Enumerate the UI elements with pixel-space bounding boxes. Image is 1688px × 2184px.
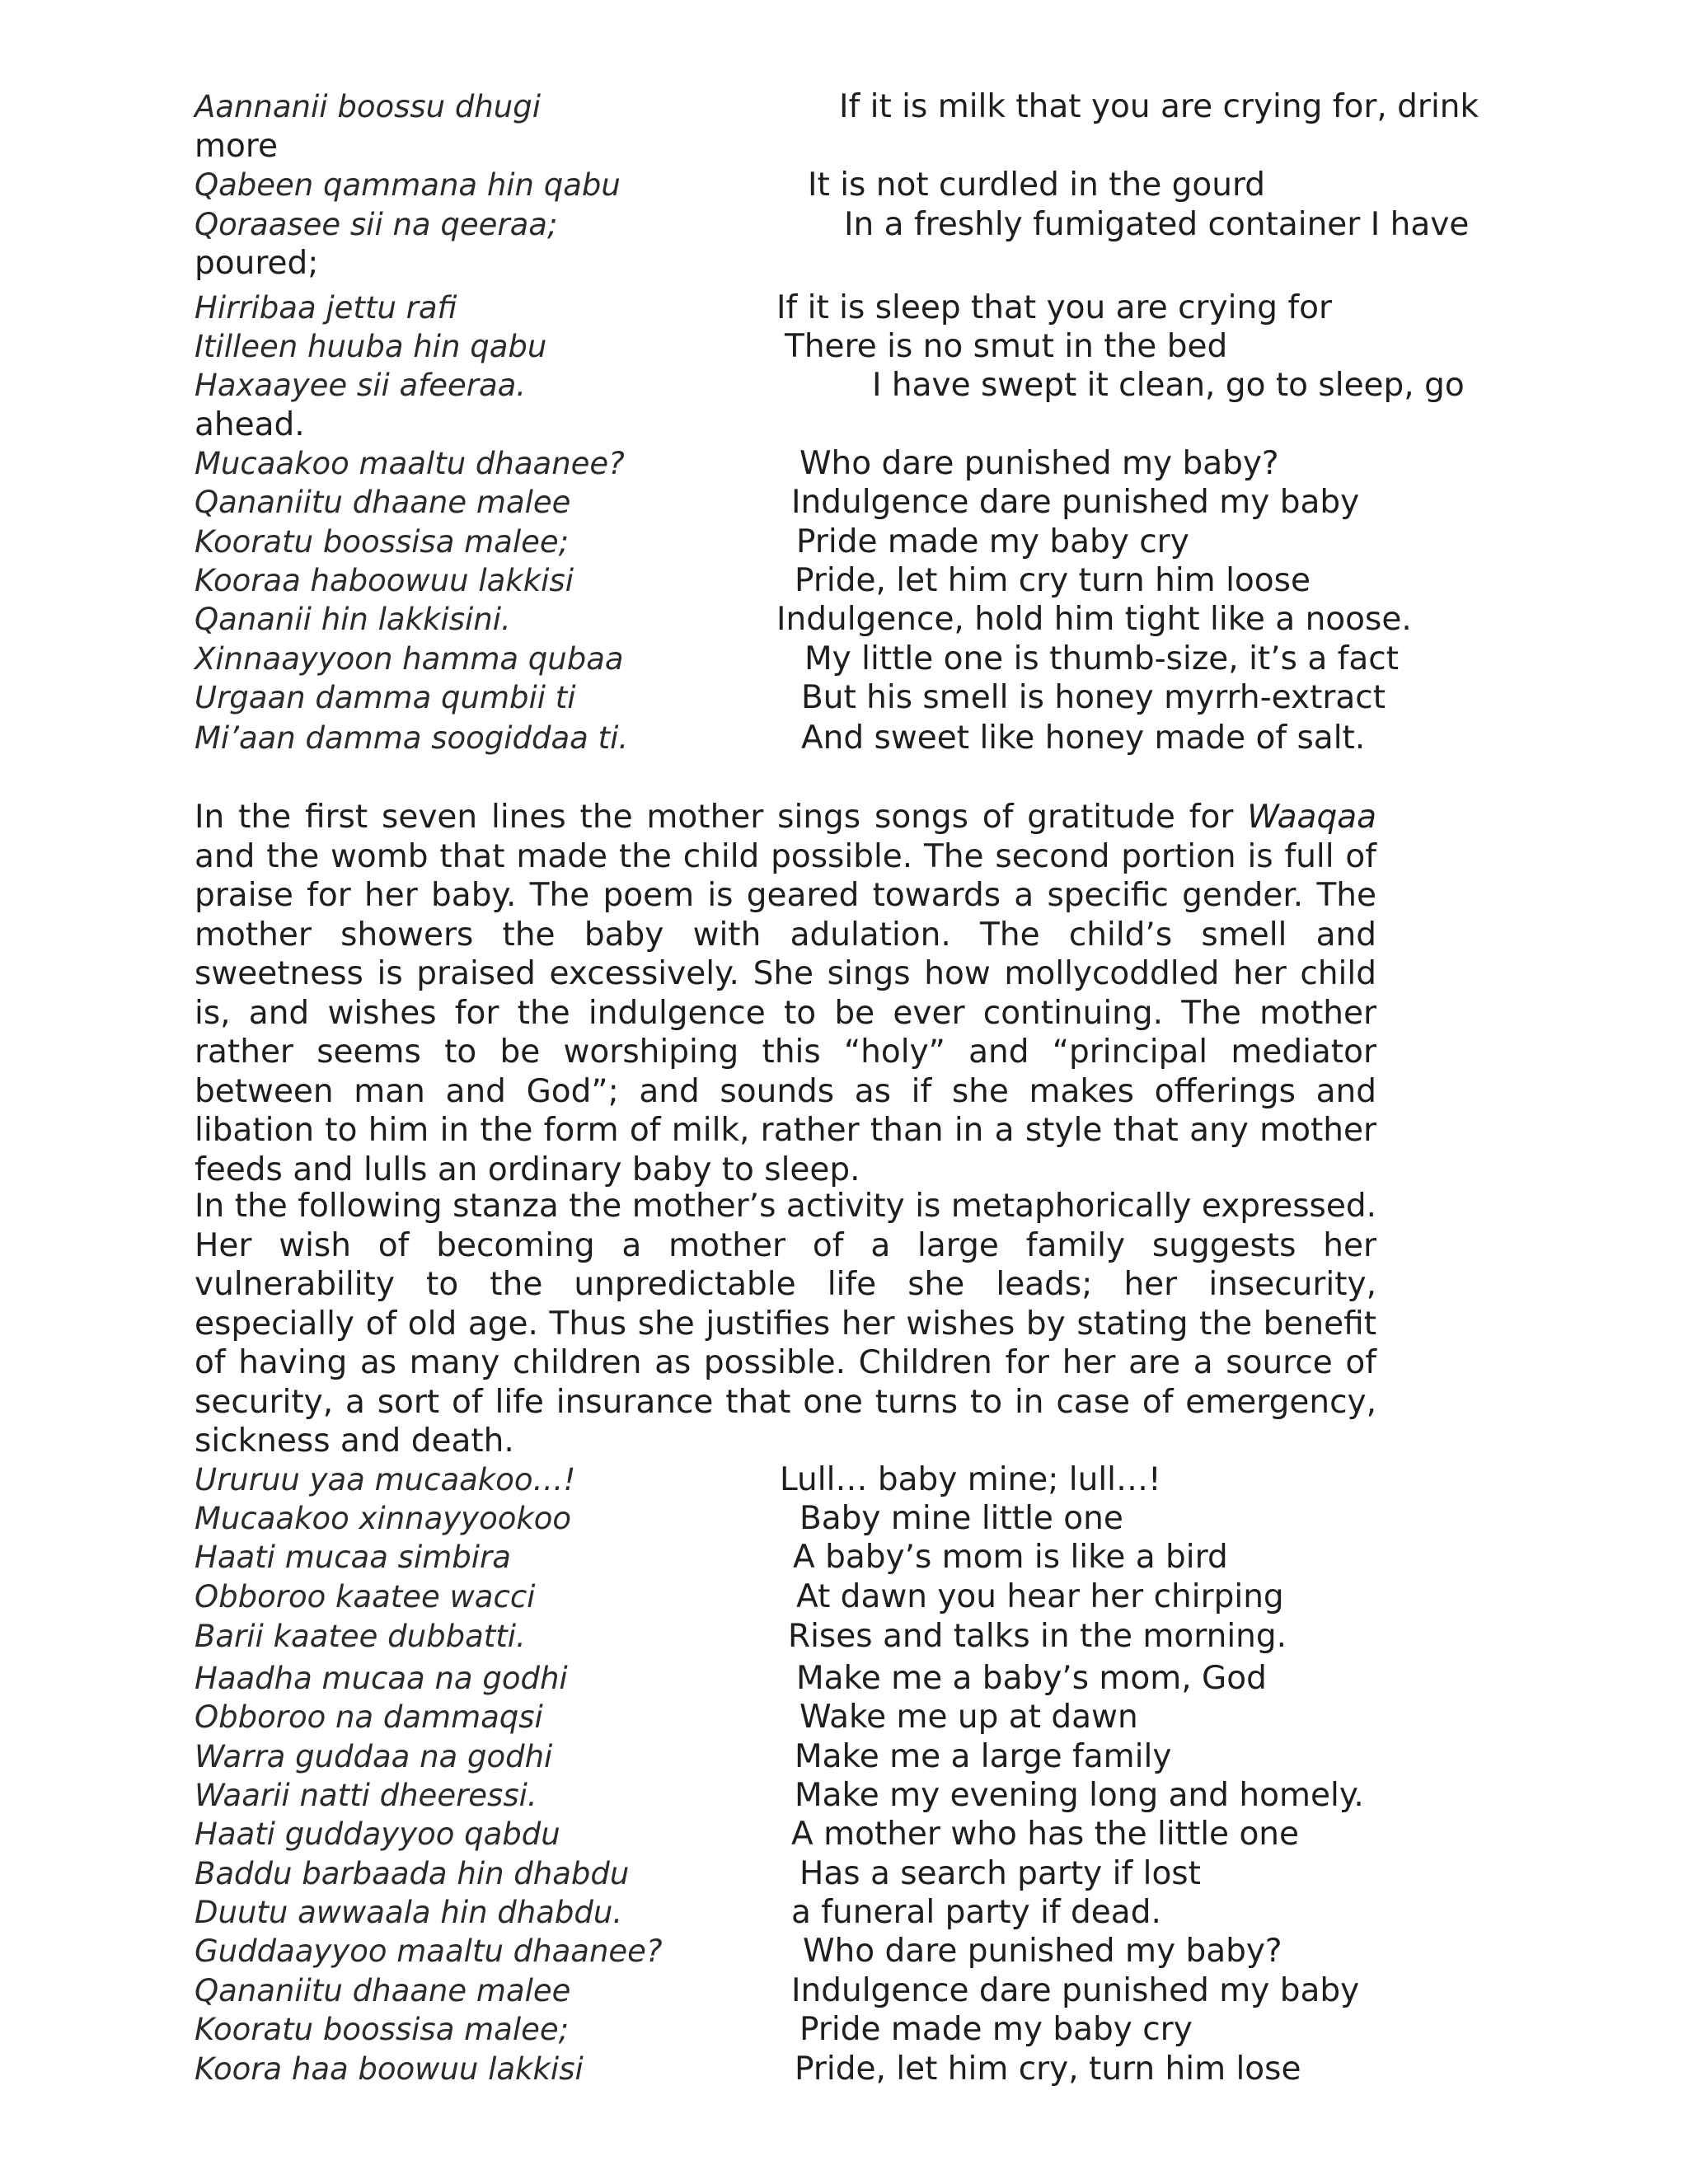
english-line: Pride made my baby cry (796, 523, 1189, 560)
oromo-line: Kooratu boossisa malee; (195, 524, 570, 560)
english-line: Make me a baby’s mom, God (796, 1660, 1267, 1697)
oromo-line: Qananiitu dhaane malee (195, 485, 571, 520)
oromo-line: Kooratu boossisa malee; (195, 2012, 570, 2047)
oromo-line: Baddu barbaada hin dhabdu (195, 1856, 630, 1891)
oromo-line: Barii kaatee dubbatti. (195, 1619, 526, 1654)
english-line: Rises and talks in the morning. (788, 1618, 1287, 1655)
oromo-line: Xinnaayyoon hamma qubaa (195, 641, 624, 677)
english-line: Wake me up at dawn (799, 1699, 1138, 1736)
english-line: In a freshly fumigated container I have (844, 206, 1470, 243)
oromo-line: Obboroo kaatee wacci (195, 1579, 536, 1615)
english-line: If it is milk that you are crying for, drink (839, 88, 1479, 125)
oromo-line: Guddaayyoo maaltu dhaanee? (195, 1933, 663, 1969)
english-line: There is no smut in the bed (785, 328, 1228, 365)
oromo-line: Obboroo na dammaqsi (195, 1699, 543, 1735)
english-line: Pride, let him cry turn him loose (795, 562, 1311, 599)
english-line-continuation: more (195, 128, 279, 165)
english-line: Who dare punished my baby? (799, 445, 1279, 482)
oromo-line: Ururuu yaa mucaakoo…! (195, 1462, 576, 1497)
english-line: My little one is thumb-size, it’s a fact (804, 640, 1399, 677)
english-line: At dawn you hear her chirping (796, 1578, 1284, 1615)
oromo-line: Waarii natti dheeressi. (195, 1778, 537, 1813)
oromo-line: Duutu awwaala hin dhabdu. (195, 1895, 623, 1930)
oromo-line: Qoraasee sii na qeeraa; (195, 207, 558, 242)
english-line: Make me a large family (795, 1738, 1172, 1775)
english-line: Has a search party if lost (799, 1855, 1201, 1892)
oromo-line: Warra guddaa na godhi (195, 1739, 553, 1774)
english-line: Who dare punished my baby? (803, 1933, 1282, 1970)
english-line: Indulgence dare punished my baby (791, 484, 1360, 521)
commentary-paragraph-1 (195, 798, 1376, 1189)
english-line-continuation: ahead. (195, 406, 305, 443)
english-line: Indulgence dare punished my baby (791, 1972, 1360, 2009)
english-line: It is not curdled in the gourd (808, 166, 1266, 204)
oromo-line: Haati guddayyoo qabdu (195, 1816, 560, 1852)
oromo-line: Haati mucaa simbira (195, 1540, 511, 1575)
oromo-line: Mucaakoo xinnayyookoo (195, 1501, 572, 1536)
oromo-line: Haxaayee sii afeeraa. (195, 368, 527, 403)
english-line: A baby’s mom is like a bird (793, 1539, 1228, 1576)
english-line: Make my evening long and homely. (795, 1777, 1364, 1814)
paragraph-text: In the first seven lines the mother sings songs of gratitude for (195, 799, 1248, 836)
english-line-continuation: poured; (195, 245, 319, 282)
oromo-line: Qananii hin lakkisini. (195, 602, 511, 637)
paragraph-italic-term: Waaqaa (1247, 799, 1376, 836)
english-line: But his smell is honey myrrh-extract (801, 679, 1386, 716)
oromo-line: Qananiitu dhaane malee (195, 1973, 571, 2008)
oromo-line: Koora haa boowuu lakkisi (195, 2051, 584, 2087)
oromo-line: Urgaan damma qumbii ti (195, 680, 576, 715)
english-line: Baby mine little one (799, 1500, 1123, 1537)
oromo-line: Itilleen huuba hin qabu (195, 329, 547, 364)
oromo-line: Aannanii boossu dhugi (195, 89, 542, 124)
english-line: A mother who has the little one (791, 1816, 1300, 1853)
oromo-line: Kooraa haboowuu lakkisi (195, 563, 574, 598)
english-line: I have swept it clean, go to sleep, go (872, 367, 1465, 404)
oromo-line: Mi’aan damma soogiddaa ti. (195, 720, 629, 756)
english-line: a funeral party if dead. (791, 1894, 1161, 1931)
english-line: And sweet like honey made of salt. (801, 719, 1366, 757)
english-line: Pride, let him cry, turn him lose (795, 2050, 1301, 2088)
paragraph-text: and the womb that made the child possible. The second portion is full of praise for her baby. The poem is geared towards a specific gender. The mother showers the baby with adulation. The child’s smell and sweetness is praised excessively. She sings how mollycoddled her child is, and wishes for the indulgence to be ever continuing. The mother rather seems to be worshiping this “holy” and “principal mediator between man and God”; and sounds as if she makes offerings and libation to him in the form of milk, rather than in a style that any mother feeds and lulls an ordinary baby to sleep. (195, 837, 1376, 1188)
oromo-line: Qabeen qammana hin qabu (195, 167, 621, 203)
english-line: Pride made my baby cry (799, 2011, 1193, 2048)
oromo-line: Mucaakoo maaltu dhaanee? (195, 446, 625, 481)
oromo-line: Hirribaa jettu rafi (195, 290, 457, 326)
commentary-paragraph-2: In the following stanza the mother’s activity is metaphorically expressed. Her wish of becoming a mother of a large family suggests her vulnerability to the unpredictable life she leads; her insecurity, especially of old age. Thus she justifies her wishes by stating the benefit of having as many children as possible. Children for her are a source of security, a sort of life insurance that one turns to in case of emergency, sickness and death. (195, 1188, 1376, 1460)
oromo-line: Haadha mucaa na godhi (195, 1661, 568, 1696)
english-line: If it is sleep that you are crying for (776, 289, 1333, 326)
english-line: Indulgence, hold him tight like a noose. (776, 601, 1412, 638)
english-line: Lull… baby mine; lull…! (780, 1461, 1161, 1498)
